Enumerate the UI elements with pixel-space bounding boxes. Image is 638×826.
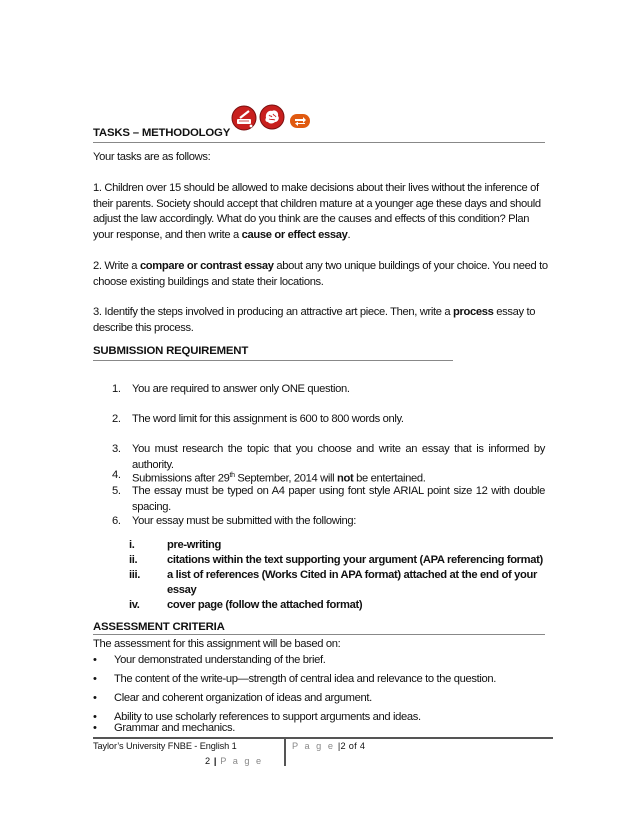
task-1-text: 1. Children over 15 should be allowed to make decisions about their lives without the inference of their parents. Society should accept that children mature at a younger age these days and should adjust the law accordingly. What do you think are the causes and effects of this condition? Plan your response, and then write a cause or effect essay. [93, 182, 541, 241]
arrows-exchange-icon [289, 110, 311, 132]
task-2-text: 2. Write a compare or contrast essay about any two unique buildings of your choice. You need to choose existing buildings and state their locations. [93, 260, 548, 288]
brain-icon [259, 104, 285, 130]
tasks-intro: Your tasks are as follows: [93, 151, 211, 163]
submission-heading: SUBMISSION REQUIREMENT [93, 345, 453, 361]
footer-vertical-divider [284, 738, 286, 766]
task-3-text: 3. Identify the steps involved in producing an attractive art piece. Then, write a process essay to describe this process. [93, 306, 536, 334]
document-page: TASKS – METHODOLOGY Your tasks are as follows: 1. Children over 15 should be allowed to make decisions about their lives without the inference of their parents. Society should accept that children mature at a younger age these days and should adjust the law accordingly. What do you think are the causes and effects of this condition? Plan your response, and then write a cause or effect essay. 2. Write a compare or contrast essay about any two unique buildings of your choice. You need to choose existing buildings and state their locations. 3. Identify the steps involved in producing an attractive art piece. Then, write a process essay to describe this process. SUBMISSION REQUIREMENT 1. You are required to answer only ONE question. 2. The word limit for this assignment is 600 to 800 words only. 3. You must research the topic that you choose and write an essay that is informed by authority. 4. Submissions after 29th September, 2014 will not be entertained. 5. The essay must be typed on A4 paper using font style ARIAL point size 12 with double spacing. 6. Your essay must be submitted with the following: i. pre-writing ii. citations within the text supporting your argument (APA referencing format) iii. a list of references (Works Cited in APA format) attached at the end of your essay iv. cover page (follow the attached format) ASSESSMENT CRITERIA The assessment for this assignment will be based on: • Your demonstrated understanding of the brief. • The content of the write-up—strength of central idea and relevance to the question. • Clear and coherent organization of ideas and argument. • Ability to use scholarly references to support arguments and ideas. • Grammar and mechanics. Taylor’s University FNBE - English 1 P a g e |2 of 4 2 | P a g e [0, 0, 638, 826]
footer-page-number: 2 | P a g e [205, 756, 264, 766]
tasks-heading: TASKS – METHODOLOGY [93, 127, 231, 139]
task-2-bold: compare or contrast essay [139, 260, 274, 272]
assessment-intro: The assessment for this assignment will be based on: [93, 638, 341, 650]
assessment-heading: ASSESSMENT CRITERIA [93, 621, 545, 635]
pencil-paper-icon [231, 105, 257, 131]
task-3-bold: process [453, 306, 494, 318]
footer-page-count: P a g e |2 of 4 [292, 741, 366, 751]
footer-divider [93, 737, 553, 739]
footer-course: Taylor’s University FNBE - English 1 [93, 741, 237, 751]
tasks-heading-row [93, 104, 545, 143]
task-1-bold: cause or effect essay [241, 228, 348, 241]
